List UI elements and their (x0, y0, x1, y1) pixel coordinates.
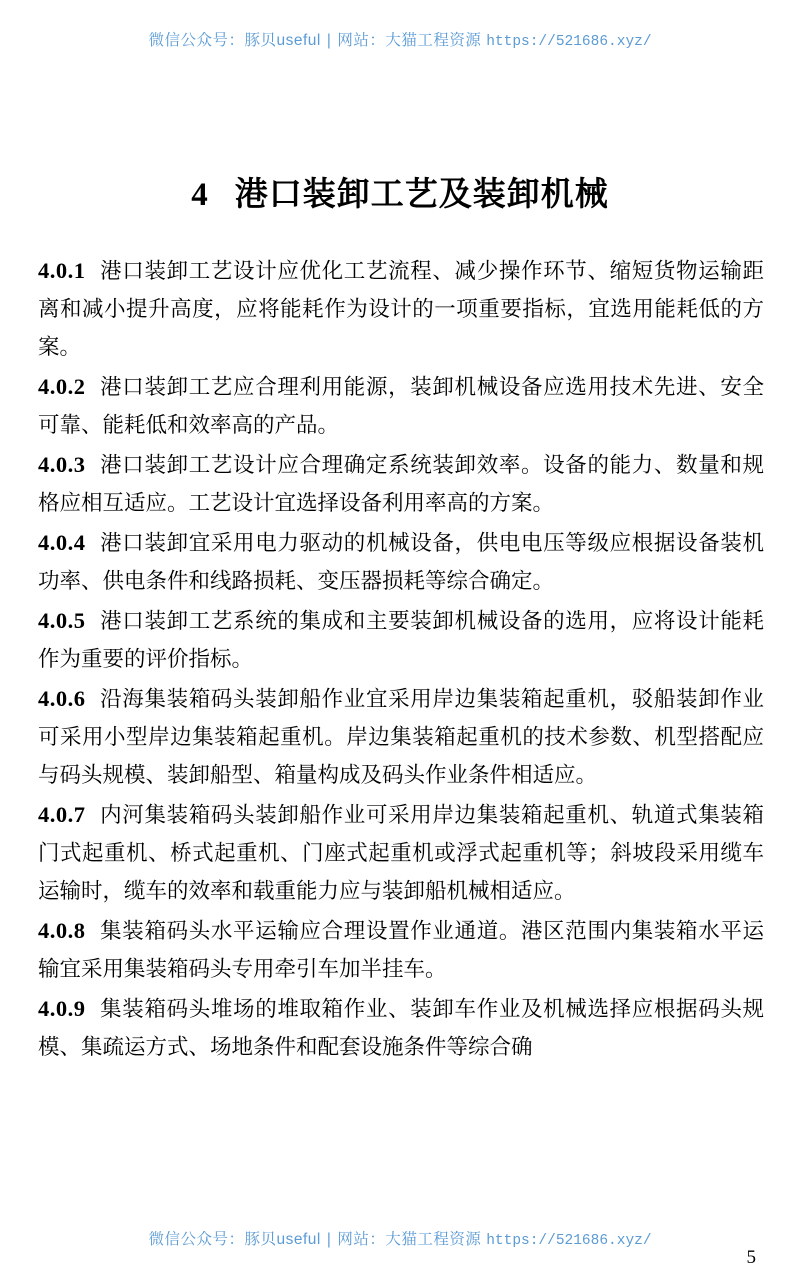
watermark-site-url: https://521686.xyz/ (486, 34, 652, 50)
clause-text: 港口装卸工艺应合理利用能源，装卸机械设备应选用技术先进、安全可靠、能耗低和效率高的产品。 (38, 375, 764, 437)
clause-number: 4.0.8 (38, 918, 86, 943)
chapter-number: 4 (191, 177, 209, 213)
clause-item (38, 990, 764, 1066)
clause-number: 4.0.5 (38, 608, 86, 633)
clause-item (38, 680, 764, 794)
watermark-site-name: 大猫工程资源 (385, 32, 482, 49)
clause-number: 4.0.3 (38, 452, 86, 477)
clause-number: 4.0.6 (38, 686, 86, 711)
watermark-wechat-name: 豚贝useful (244, 32, 321, 49)
watermark-separator: | (326, 1231, 332, 1248)
clause-text: 集装箱码头水平运输应合理设置作业通道。港区范围内集装箱水平运输宜采用集装箱码头专用牵引车加半挂车。 (38, 919, 764, 981)
chapter-heading-text: 港口装卸工艺及装卸机械 (234, 177, 609, 213)
watermark-footer (0, 1227, 800, 1249)
clause-item (38, 252, 764, 366)
watermark-site-label: 网站： (337, 1231, 386, 1248)
clause-number: 4.0.2 (38, 374, 86, 399)
page-title (0, 168, 800, 215)
watermark-wechat-name: 豚贝useful (244, 1231, 321, 1248)
clause-text: 集装箱码头堆场的堆取箱作业、装卸车作业及机械选择应根据码头规模、集疏运方式、场地条件和配套设施条件等综合确 (38, 997, 764, 1059)
clause-number: 4.0.1 (38, 258, 86, 283)
clause-list (38, 252, 764, 1068)
clause-text: 沿海集装箱码头装卸船作业宜采用岸边集装箱起重机，驳船装卸作业可采用小型岸边集装箱起重机。岸边集装箱起重机的技术参数、机型搭配应与码头规模、装卸船型、箱量构成及码头作业条件相适应。 (38, 687, 764, 787)
clause-number: 4.0.7 (38, 802, 86, 827)
watermark-separator: | (326, 32, 332, 49)
watermark-site-label: 网站： (337, 32, 386, 49)
clause-item (38, 446, 764, 522)
watermark-wechat-label: 微信公众号： (148, 32, 245, 49)
page-number: 5 (746, 1247, 756, 1268)
clause-text: 港口装卸工艺设计应合理确定系统装卸效率。设备的能力、数量和规格应相互适应。工艺设计宜选择设备利用率高的方案。 (38, 453, 764, 515)
watermark-site-url: https://521686.xyz/ (486, 1233, 652, 1249)
clause-number: 4.0.9 (38, 996, 86, 1021)
clause-text: 内河集装箱码头装卸船作业可采用岸边集装箱起重机、轨道式集装箱门式起重机、桥式起重机、门座式起重机或浮式起重机等；斜坡段采用缆车运输时，缆车的效率和载重能力应与装卸船机械相适应。 (38, 803, 764, 903)
clause-item (38, 912, 764, 988)
watermark-wechat-label: 微信公众号： (148, 1231, 245, 1248)
clause-text: 港口装卸宜采用电力驱动的机械设备，供电电压等级应根据设备装机功率、供电条件和线路损耗、变压器损耗等综合确定。 (38, 531, 764, 593)
clause-item (38, 524, 764, 600)
clause-item (38, 368, 764, 444)
clause-number: 4.0.4 (38, 530, 86, 555)
clause-text: 港口装卸工艺设计应优化工艺流程、减少操作环节、缩短货物运输距离和减小提升高度，应将能耗作为设计的一项重要指标，宜选用能耗低的方案。 (38, 259, 764, 359)
clause-item (38, 602, 764, 678)
clause-text: 港口装卸工艺系统的集成和主要装卸机械设备的选用，应将设计能耗作为重要的评价指标。 (38, 609, 764, 671)
watermark-site-name: 大猫工程资源 (385, 1231, 482, 1248)
watermark-header (0, 28, 800, 50)
clause-item (38, 796, 764, 910)
